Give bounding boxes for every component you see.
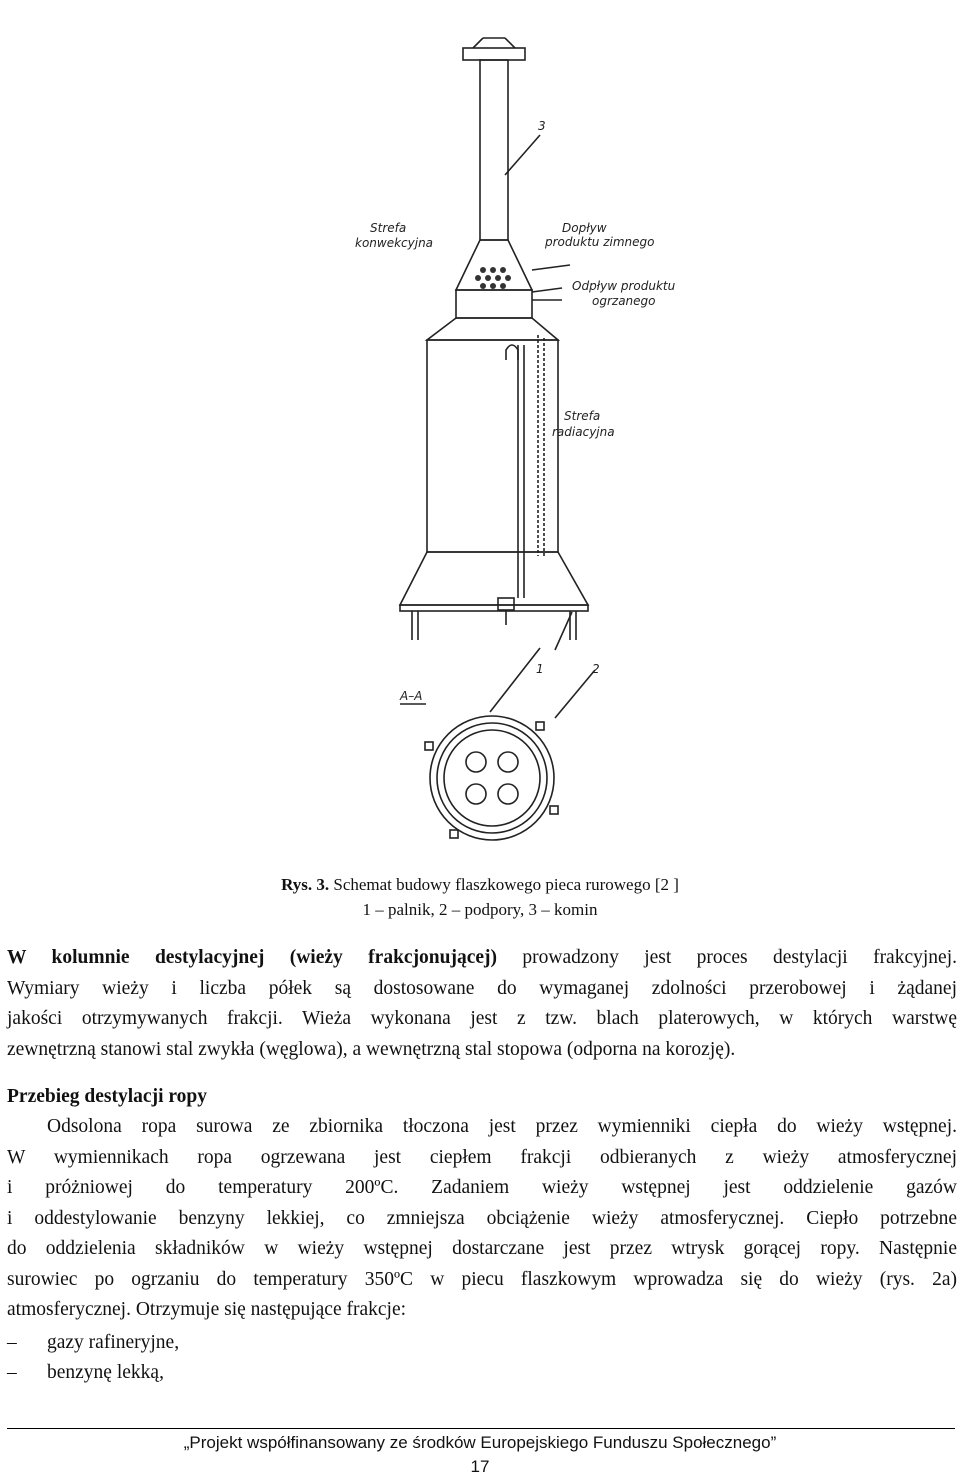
paragraph-column: [7, 943, 957, 1065]
label-strefa-radiacyjna-2: radiacyjna: [552, 425, 615, 439]
section-burner: [466, 784, 486, 804]
callout-3: 3: [538, 119, 546, 133]
text-line: atmosferycznej. Otrzymuje się następujące frakcje:: [7, 1299, 407, 1320]
chimney-cap: [463, 48, 525, 60]
convection-section: [456, 290, 532, 318]
section-burner: [498, 752, 518, 772]
list-item: [7, 1362, 164, 1384]
list-item-text: gazy rafineryjne,: [47, 1332, 180, 1353]
page-number: 17: [470, 1457, 490, 1476]
figure-caption: [0, 875, 960, 895]
label-odplyw: Odpływ produktu: [572, 279, 676, 293]
text-fragment: prowadzony jest proces destylacji frakcyjnej.: [497, 947, 957, 968]
label-strefa-konwekcyjna: Strefa: [370, 221, 407, 235]
figure-legend: 1 – palnik, 2 – podpory, 3 – komin: [362, 900, 598, 919]
section-heading: Przebieg destylacji ropy: [7, 1086, 208, 1107]
text-line: surowiec po ogrzaniu do temperatury 350ºC w piecu flaszkowym wprowadza się do wieży (rys. 2a): [7, 1268, 957, 1290]
text-line: do oddzielenia składników w wieży wstępnej dostarczane jest przez wtrysk gorącej ropy. Następnie: [7, 1238, 957, 1259]
chimney: [480, 60, 508, 240]
list-item-text: benzynę lekką,: [47, 1362, 164, 1383]
furnace-diagram: [300, 0, 720, 870]
burner: [498, 598, 514, 610]
bottom-cone: [400, 552, 588, 605]
section-outer-ring: [430, 716, 554, 840]
bold-term: W kolumnie destylacyjnej (wieży frakcjonującej): [7, 947, 498, 968]
callout-2: 2: [592, 662, 600, 676]
section-burner: [498, 784, 518, 804]
label-doplyw-2: produktu zimnego: [545, 235, 655, 249]
text-line: i próżniowej do temperatury 200ºC. Zadaniem wieży wstępnej jest oddzielenie gazów: [7, 1177, 957, 1198]
paragraph-process: [7, 1112, 957, 1326]
label-strefa-konwekcyjna-2: konwekcyjna: [355, 236, 434, 250]
caption-title: Schemat budowy flaszkowego pieca rurowego [2 ]: [329, 875, 679, 894]
list-dash: –: [7, 1332, 17, 1353]
text-line: zewnętrzną stanowi stal zwykła (węglowa), a wewnętrzną stal stopowa (odporna na korozję).: [7, 1038, 736, 1060]
text-line: W wymiennikach ropa ogrzewana jest ciepłem frakcji odbieranych z wieży atmosferycznej: [7, 1146, 957, 1168]
callout-1: 1: [536, 662, 544, 676]
text-line: [7, 943, 957, 974]
list-dash: –: [7, 1362, 17, 1383]
convection-cone: [456, 240, 532, 290]
label-doplyw: Dopływ: [562, 221, 607, 235]
footer-rule: [7, 1428, 955, 1429]
section-burner: [466, 752, 486, 772]
list-item: [7, 1332, 179, 1354]
label-strefa-radiacyjna: Strefa: [564, 409, 601, 423]
text-line: i oddestylowanie benzyny lekkiej, co zmniejsza obciążenie wieży atmosferycznej. Ciepło potrzebne: [7, 1207, 957, 1229]
furnace-base: [400, 605, 588, 611]
text-line: Odsolona ropa surowa ze zbiornika tłoczona jest przez wymienniki ciepła do wieży wstępnej.: [47, 1116, 957, 1137]
text-line: Wymiary wieży i liczba półek są dostosowane do wymaganej zdolności przerobowej i żądanej: [7, 977, 957, 999]
text-line: jakości otrzymywanych frakcji. Wieża wykonana jest z tzw. blach platerowych, w których warstwę: [7, 1008, 957, 1029]
section-label: A–A: [400, 689, 423, 703]
label-odplyw-2: ogrzanego: [592, 294, 656, 308]
caption-figure-number: Rys. 3.: [281, 875, 330, 894]
footer-text: „Projekt współfinansowany ze środków Europejskiego Funduszu Społecznego”: [183, 1433, 777, 1452]
